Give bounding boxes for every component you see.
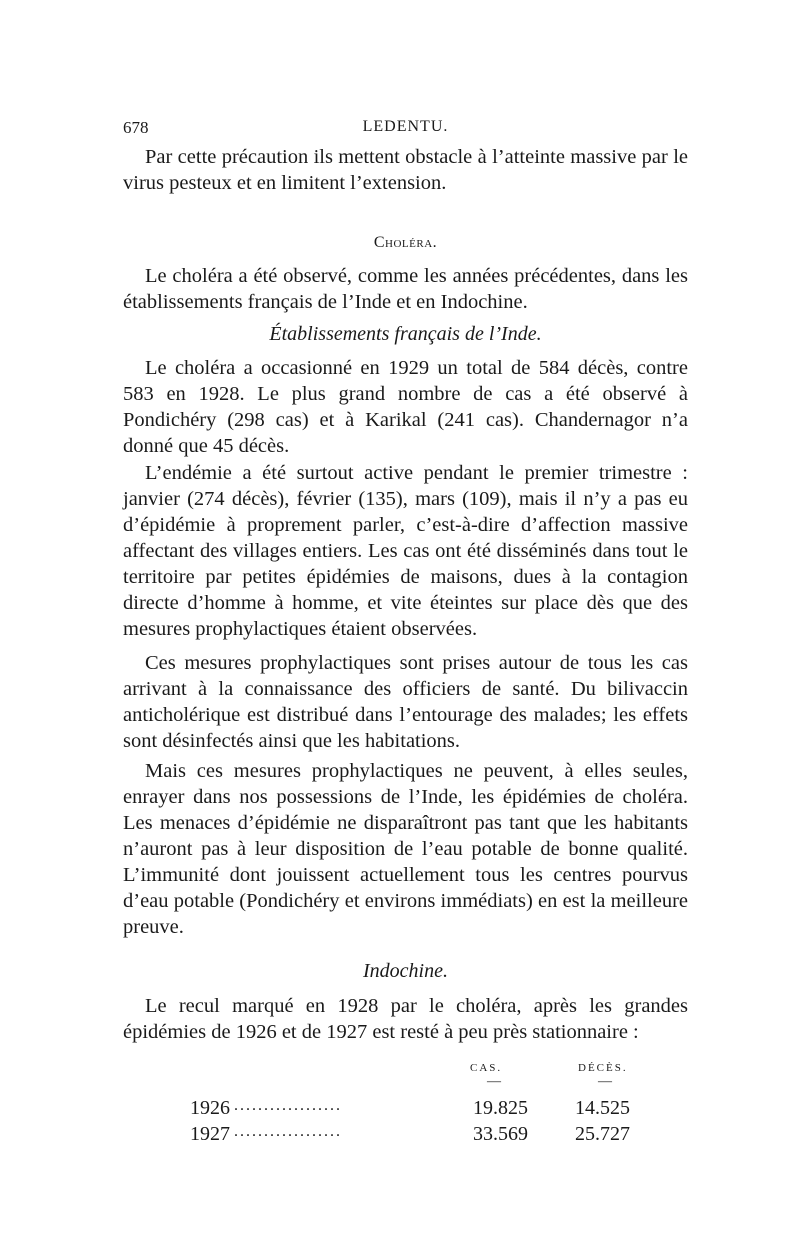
row-year: 1927 — [190, 1123, 230, 1145]
section-heading-cholera: Choléra. — [373, 234, 438, 251]
column-rule-cas: — — [487, 1074, 501, 1089]
column-header-deces: DÉCÈS. — [578, 1062, 628, 1074]
row-deces: 14.525 — [575, 1097, 630, 1119]
table-row — [190, 1123, 650, 1149]
subheading-indochine: Indochine. — [363, 960, 448, 982]
row-year: 1926 — [190, 1097, 230, 1119]
row-cas: 33.569 — [473, 1123, 528, 1145]
paragraph-cholera-deaths: Le choléra a occasionné en 1929 un total de 584 décès, contre 583 en 1928. Le plus grand nombre de cas a été observé à Pondichéry (298 cas) et à Karikal (241 cas). Chandernagor n’a donné que 45 décès. — [123, 357, 688, 457]
paragraph-prophylaxie: Ces mesures prophylactiques sont prises autour de tous les cas arrivant à la connaissance des officiers de santé. Du bilivaccin anticholérique est distribué dans l’entourage des malades; les effets sont désinfectés ainsi que les habitations. — [123, 652, 688, 752]
running-head — [123, 118, 688, 142]
paragraph-eau-potable: Mais ces mesures prophylactiques ne peuvent, à elles seules, enrayer dans nos possessions de l’Inde, les épidémies de choléra. Les menaces d’épidémie ne disparaîtront pas tant que les habitants n’auront pas à leur disposition de l’eau potable de bonne qualité. L’immunité dont jouissent actuellement tous les centres pourvus d’eau potable (Pondichéry et environs immédiats) en est la meilleure preuve. — [123, 760, 688, 938]
page-number: 678 — [123, 118, 149, 137]
paragraph-indochine-recul: Le recul marqué en 1928 par le choléra, après les grandes épidémies de 1926 et de 1927 est resté à peu près stationnaire : — [123, 995, 688, 1043]
paragraph-plague-precaution: Par cette précaution ils mettent obstacle à l’atteinte massive par le virus pesteux et en limitent l’extension. — [123, 146, 688, 194]
column-header-cas: CAS. — [470, 1062, 503, 1074]
subheading-inde: Établissements français de l’Inde. — [269, 323, 542, 345]
running-title: LEDENTU. — [362, 118, 449, 135]
row-cas: 19.825 — [473, 1097, 528, 1119]
paragraph-endemie: L’endémie a été surtout active pendant le premier trimestre : janvier (274 décès), février (135), mars (109), mais il n’y a pas eu d’épidémie à proprement parler, c’est-à-dire d’affection massive affectant des villages entiers. Les cas ont été disséminés dans tout le territoire par petites épidémies de maisons, dues à la contagion directe d’homme à homme, et vite éteintes sur place dès que des mesures prophylactiques étaient observées. — [123, 462, 688, 640]
row-deces: 25.727 — [575, 1123, 630, 1145]
table-row — [190, 1097, 650, 1123]
dot-leader: .................. — [234, 1123, 342, 1140]
paragraph-cholera-intro: Le choléra a été observé, comme les années précédentes, dans les établissements français de l’Inde et en Indochine. — [123, 265, 688, 313]
column-rule-deces: — — [598, 1074, 612, 1089]
dot-leader: .................. — [234, 1097, 342, 1114]
